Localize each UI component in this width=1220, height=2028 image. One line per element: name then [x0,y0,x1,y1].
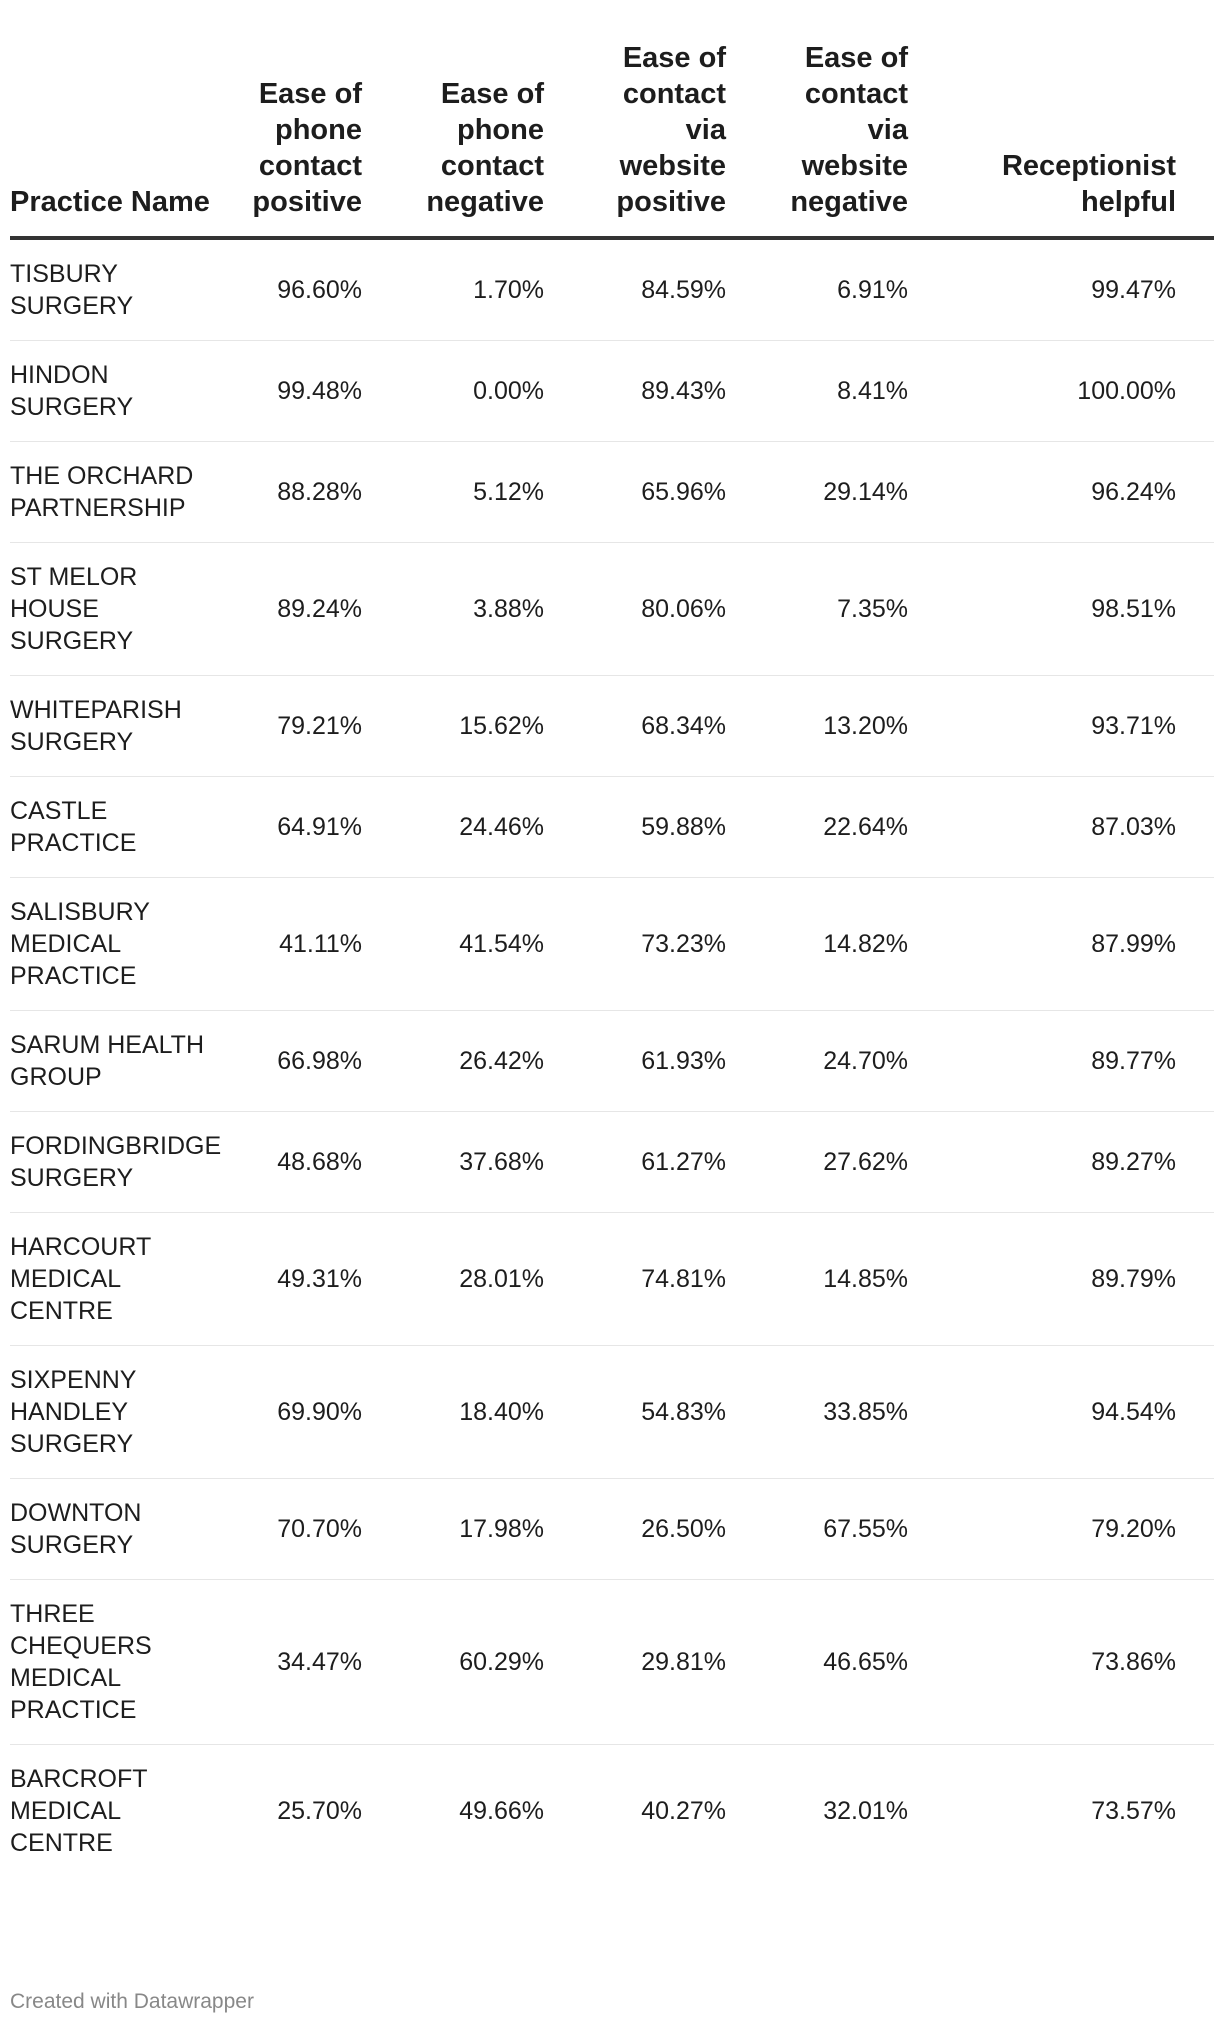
phone-negative-cell: 3.88% [400,543,582,676]
footer-credit: Created with Datawrapper [10,1990,254,2013]
website-positive-cell: 61.27% [582,1112,764,1213]
table-row [10,878,1214,1011]
receptionist-helpful-cell: 93.71% [946,676,1214,777]
website-negative-cell: 22.64% [764,777,946,878]
phone-negative-cell: 60.29% [400,1580,582,1745]
receptionist-helpful-cell: 99.47% [946,238,1214,341]
phone-negative-cell: 1.70% [400,238,582,341]
website-positive-cell: 40.27% [641,1797,726,1825]
practice-name-cell: FORDINGBRIDGE SURGERY [10,1112,218,1213]
phone-positive-cell: 64.91% [218,777,400,878]
table-row [10,676,1214,777]
website-negative-cell: 29.14% [764,442,946,543]
practice-name-cell: THREE CHEQUERS MEDICAL PRACTICE [10,1580,218,1745]
practice-name-cell: DOWNTON SURGERY [10,1479,218,1580]
website-negative-cell: 7.35% [764,543,946,676]
phone-negative-cell: 15.62% [400,676,582,777]
table-row [10,341,1214,442]
table-body [10,238,1214,1877]
phone-positive-cell: 48.68% [218,1112,400,1213]
website-positive-cell: 29.81% [582,1580,764,1745]
website-positive-cell: 80.06% [582,543,764,676]
website-positive-cell: 65.96% [582,442,764,543]
phone-positive-cell: 41.11% [218,878,400,1011]
table-row [10,442,1214,543]
phone-negative-cell: 49.66% [459,1797,544,1825]
phone-negative-cell: 0.00% [400,341,582,442]
column-header-website-negative: Ease of contact via website negative [764,40,946,238]
phone-positive-cell: 49.31% [218,1213,400,1346]
website-positive-cell: 73.23% [582,878,764,1011]
website-positive-cell: 89.43% [582,341,764,442]
website-positive-cell: 54.83% [582,1346,764,1479]
receptionist-helpful-cell: 87.03% [946,777,1214,878]
website-positive-cell: 84.59% [582,238,764,341]
receptionist-helpful-cell: 73.86% [946,1580,1214,1745]
phone-negative-cell: 41.54% [400,878,582,1011]
phone-negative-cell: 26.42% [400,1011,582,1112]
practice-name-cell: ST MELOR HOUSE SURGERY [10,543,218,676]
practice-name-cell: BARCROFT MEDICAL CENTRE [10,1765,148,1857]
practice-name-cell: CASTLE PRACTICE [10,777,218,878]
table-row [10,777,1214,878]
phone-positive-cell: 66.98% [218,1011,400,1112]
receptionist-helpful-cell: 94.54% [946,1346,1214,1479]
website-positive-cell: 74.81% [582,1213,764,1346]
receptionist-helpful-cell: 96.24% [946,442,1214,543]
practice-name-cell: WHITEPARISH SURGERY [10,676,218,777]
table-row [10,1112,1214,1213]
receptionist-helpful-cell: 87.99% [946,878,1214,1011]
phone-negative-cell: 28.01% [400,1213,582,1346]
website-negative-cell: 14.85% [764,1213,946,1346]
column-header-website-positive: Ease of contact via website positive [582,40,764,238]
practice-name-cell: THE ORCHARD PARTNERSHIP [10,442,218,543]
phone-negative-cell: 17.98% [400,1479,582,1580]
website-negative-cell: 46.65% [764,1580,946,1745]
table-row [10,1011,1214,1112]
table-row [10,1479,1214,1580]
website-negative-cell: 33.85% [764,1346,946,1479]
website-negative-cell: 8.41% [764,341,946,442]
receptionist-helpful-cell: 89.77% [946,1011,1214,1112]
practice-name-cell: SARUM HEALTH GROUP [10,1011,218,1112]
column-header-practice-name: Practice Name [10,40,218,238]
phone-positive-cell: 96.60% [218,238,400,341]
phone-positive-cell: 70.70% [218,1479,400,1580]
website-negative-cell: 32.01% [823,1797,908,1825]
table-row [10,1580,1214,1745]
website-positive-cell: 26.50% [582,1479,764,1580]
receptionist-helpful-cell: 100.00% [946,341,1214,442]
receptionist-helpful-cell: 89.79% [946,1213,1214,1346]
phone-positive-cell: 88.28% [218,442,400,543]
website-positive-cell: 59.88% [582,777,764,878]
website-negative-cell: 13.20% [764,676,946,777]
practice-name-cell: TISBURY SURGERY [10,238,218,341]
website-negative-cell: 67.55% [764,1479,946,1580]
receptionist-helpful-cell: 98.51% [946,543,1214,676]
phone-negative-cell: 5.12% [400,442,582,543]
receptionist-helpful-cell: 89.27% [946,1112,1214,1213]
table-row [10,1213,1214,1346]
column-header-phone-positive: Ease of phone contact positive [218,40,400,238]
table-row [10,1346,1214,1479]
receptionist-helpful-cell: 73.57% [1091,1797,1176,1825]
table-row [10,543,1214,676]
table-row [10,238,1214,341]
website-positive-cell: 68.34% [582,676,764,777]
data-table [10,40,1214,1877]
phone-positive-cell: 99.48% [218,341,400,442]
phone-positive-cell: 79.21% [218,676,400,777]
practice-name-cell: SIXPENNY HANDLEY SURGERY [10,1346,218,1479]
website-negative-cell: 6.91% [764,238,946,341]
website-negative-cell: 27.62% [764,1112,946,1213]
column-header-receptionist-helpful: Receptionist helpful [946,40,1214,238]
phone-negative-cell: 37.68% [400,1112,582,1213]
practice-name-cell: HINDON SURGERY [10,341,218,442]
receptionist-helpful-cell: 79.20% [946,1479,1214,1580]
phone-negative-cell: 18.40% [400,1346,582,1479]
phone-positive-cell: 25.70% [277,1797,362,1825]
website-negative-cell: 14.82% [764,878,946,1011]
phone-negative-cell: 24.46% [400,777,582,878]
website-negative-cell: 24.70% [764,1011,946,1112]
website-positive-cell: 61.93% [582,1011,764,1112]
column-header-phone-negative: Ease of phone contact negative [400,40,582,238]
phone-positive-cell: 89.24% [218,543,400,676]
practice-name-cell: HARCOURT MEDICAL CENTRE [10,1213,218,1346]
table-row [10,1745,1214,1878]
phone-positive-cell: 69.90% [218,1346,400,1479]
practice-name-cell: SALISBURY MEDICAL PRACTICE [10,878,218,1011]
header-row [10,40,1214,238]
phone-positive-cell: 34.47% [218,1580,400,1745]
